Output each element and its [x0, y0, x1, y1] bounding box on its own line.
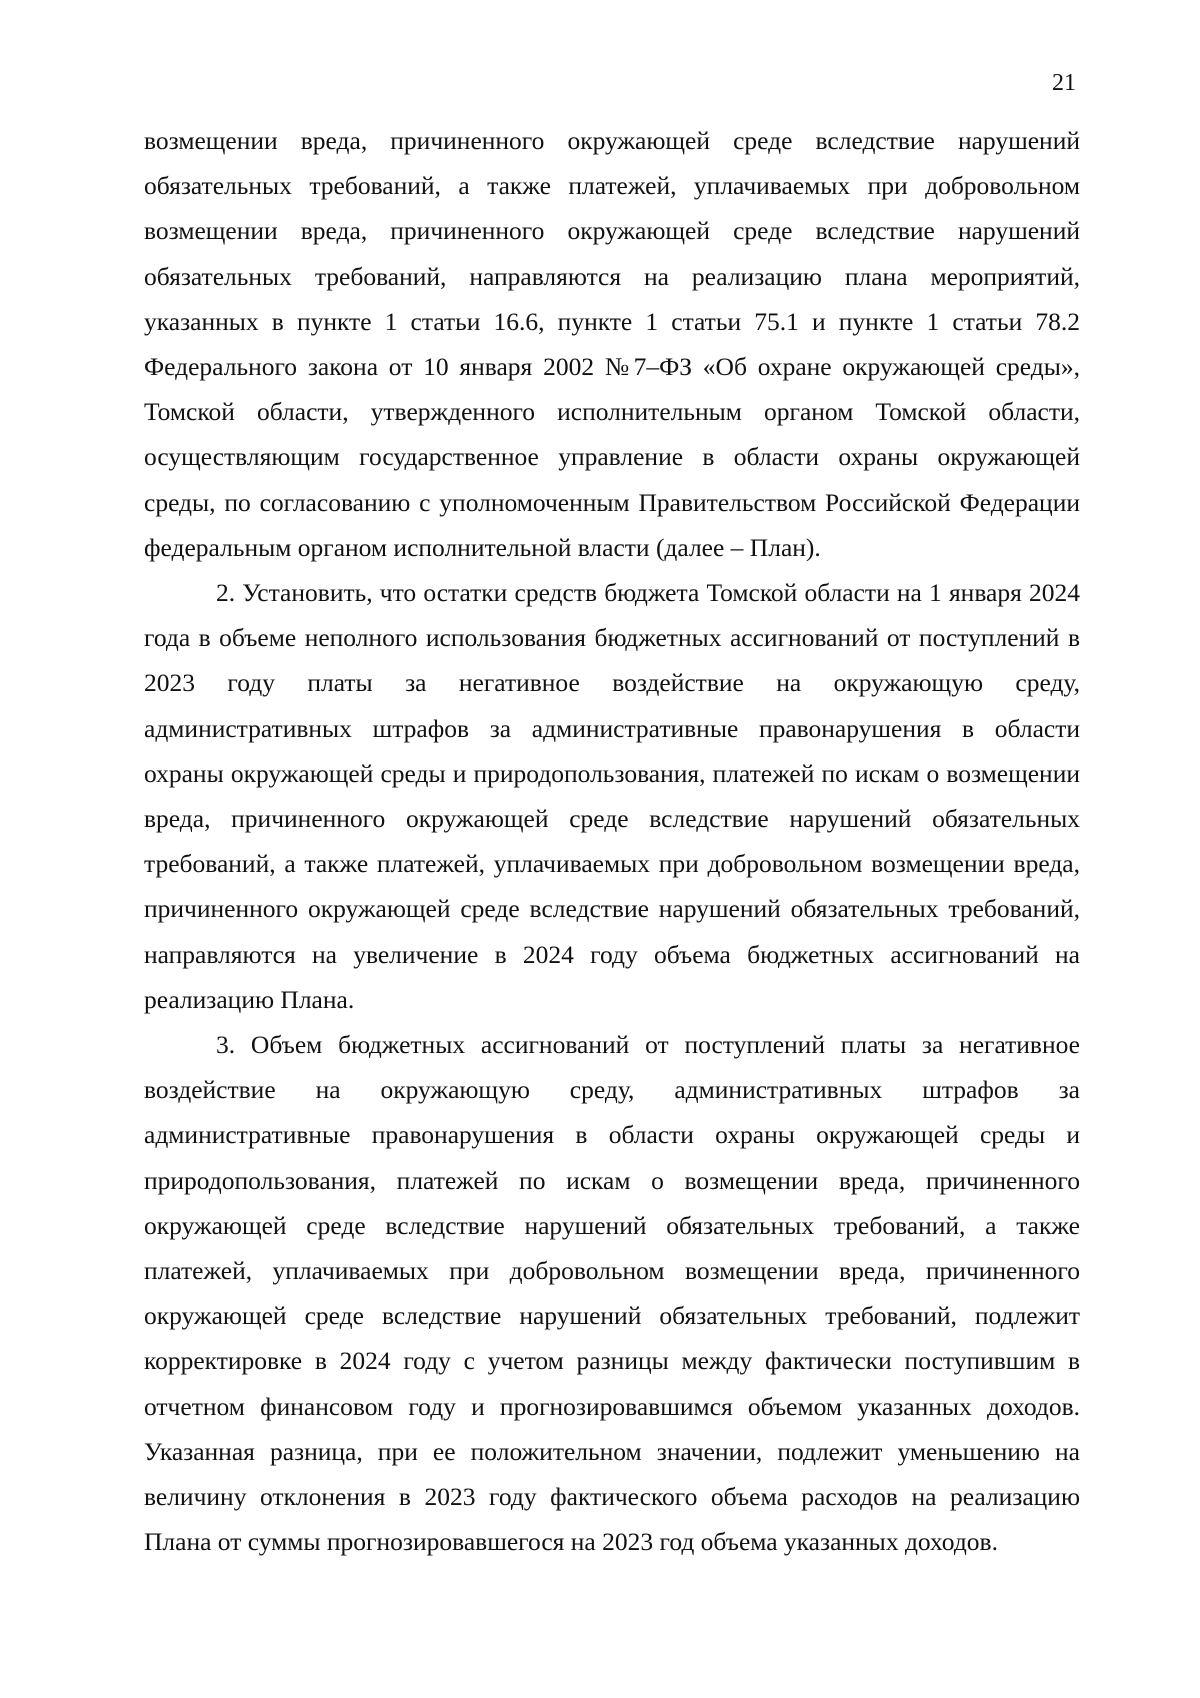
document-body: [144, 118, 1080, 1565]
paragraph-continuation: возмещении вреда, причиненного окружающей среде вследствие нарушений обязательных требований, а также платежей, уплачиваемых при добровольном возмещении вреда, причиненного окружающей среде вследствие нарушений обязательных требований, направляются на реализацию плана мероприятий, указанных в пункте 1 статьи 16.6, пункте 1 статьи 75.1 и пункте 1 статьи 78.2 Федерального закона от 10 января 2002 №7–ФЗ «Об охране окружающей среды», Томской области, утвержденного исполнительным органом Томской области, осуществляющим государственное управление в области охраны окружающей среды, по согласованию с уполномоченным Правительством Российской Федерации федеральным органом исполнительной власти (далее – План).: [144, 126, 1080, 562]
paragraph-item-2: 2. Установить, что остатки средств бюджета Томской области на 1 января 2024 года в объеме неполного использования бюджетных ассигнований от поступлений в 2023 году платы за негативное воздействие на окружающую среду, административных штрафов за административные правонарушения в области охраны окружающей среды и природопользования, платежей по искам о возмещении вреда, причиненного окружающей среде вследствие нарушений обязательных требований, а также платежей, уплачиваемых при добровольном возмещении вреда, причиненного окружающей среде вследствие нарушений обязательных требований, направляются на увеличение в 2024 году объема бюджетных ассигнований на реализацию Плана.: [144, 578, 1080, 1014]
paragraph-item-3: 3. Объем бюджетных ассигнований от поступлений платы за негативное воздействие на окружающую среду, административных штрафов за административные правонарушения в области охраны окружающей среды и природопользования, платежей по искам о возмещении вреда, причиненного окружающей среде вследствие нарушений обязательных требований, а также платежей, уплачиваемых при добровольном возмещении вреда, причиненного окружающей среде вследствие нарушений обязательных требований, подлежит корректировке в 2024 году с учетом разницы между фактически поступившим в отчетном финансовом году и прогнозировавшимся объемом указанных доходов. Указанная разница, при ее положительном значении, подлежит уменьшению на величину отклонения в 2023 году фактического объема расходов на реализацию Плана от суммы прогнозировавшегося на 2023 год объема указанных доходов.: [144, 1030, 1080, 1557]
page-number: 21: [1052, 70, 1076, 96]
